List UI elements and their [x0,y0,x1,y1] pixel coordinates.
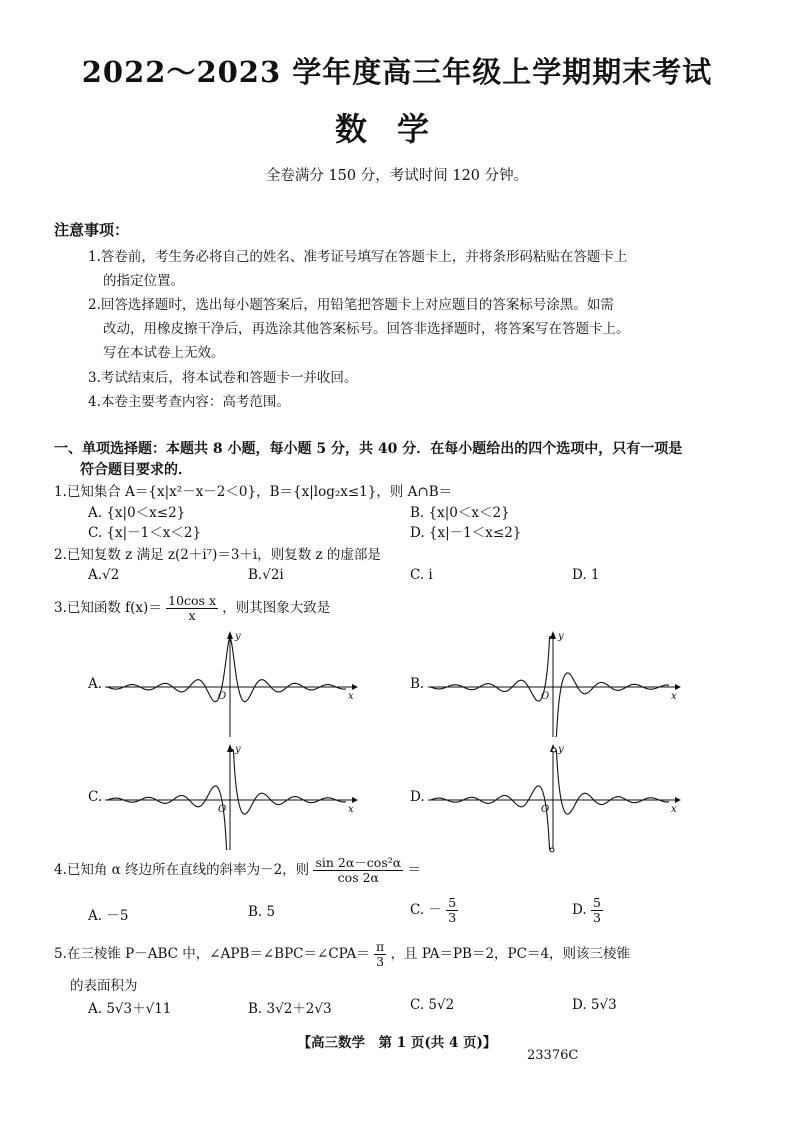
q2-option-b: B.√2i [248,567,284,583]
q4-option-c-frac [446,896,458,925]
q5-frac-den: 3 [376,954,385,969]
q4-option-b: B. 5 [248,904,276,920]
graph-a [105,627,360,737]
q1-stem: 1.已知集合 A＝{x|x²－x－2＜0}，B＝{x|log₂x≤1}，则 A∩B＝ [54,484,453,500]
exam-code: 23376C [527,1048,579,1063]
graph-b [428,627,683,737]
notice-line: 3.考试结束后，将本试卷和答题卡一并收回。 [88,370,358,386]
q4-stem [54,856,421,885]
q4-frac-num: sin 2α－cos²α [315,855,402,870]
q3-fraction [166,594,218,623]
q3-frac-num: 10cos x [168,593,216,608]
exam-title: 2022～2023 学年度高三年级上学期期末考试 [81,55,713,89]
q1-option-a: A. {x|0＜x≤2} [88,505,186,521]
q4-option-c-pre: C. － [410,902,442,918]
q4-stem-pre: 4.已知角 α 终边所在直线的斜率为－2，则 [54,862,310,878]
notice-line: 写在本试卷上无效。 [103,345,225,361]
q4-c-den: 3 [448,910,457,925]
q4-option-a: A. －5 [88,908,129,924]
q5-stem [54,940,630,969]
section-heading: 一、单项选择题：本题共 8 小题，每小题 5 分，共 40 分．在每小题给出的四个选项中，只有一项是 [54,441,683,457]
curve-endpoint-bottom [550,848,554,852]
graph-c [105,740,360,850]
q3-frac-den: x [188,608,196,623]
q1-option-c: C. {x|－1＜x＜2} [88,525,202,541]
subject-title: 数学 [334,110,459,148]
notice-line: 1.答卷前，考生务必将自己的姓名、准考证号填写在答题卡上，并将条形码粘贴在答题卡上 [88,249,628,265]
q3-stem-pre: 3.已知函数 f(x)＝ [54,600,162,616]
notice-line: 的指定位置。 [103,273,184,289]
origin-label: O [541,691,550,702]
q1-option-d: D. {x|－1＜x≤2} [410,525,522,541]
q2-stem: 2.已知复数 z 满足 z(2＋i⁷)＝3＋i，则复数 z 的虚部是 [54,547,381,563]
q4-c-num: 5 [448,895,457,910]
origin-label: O [541,804,550,815]
q4-d-num: 5 [592,895,601,910]
function-curve [107,639,346,702]
exam-info: 全卷满分 150 分，考试时间 120 分钟。 [265,168,529,184]
curve-endpoint-top [552,748,556,752]
y-axis-label: y [558,631,564,642]
notice-line: 改动，用橡皮擦干净后，再选涂其他答案标号。回答非选择题时，将答案写在答题卡上。 [103,321,630,337]
q3-label-d: D. [410,789,425,805]
q2-option-a: A.√2 [88,567,120,583]
origin-label: O [218,804,227,815]
notice-line: 2.回答选择题时，选出每小题答案后，用铅笔把答题卡上对应题目的答案标号涂黑。如需 [88,297,614,313]
q3-label-a: A. [88,676,103,692]
y-axis-label: y [558,744,564,755]
page-footer: 【高三数学 第 1 页(共 4 页)】 [297,1035,497,1051]
x-axis-label: x [348,691,354,702]
x-axis-label: x [671,691,677,702]
x-axis-label: x [671,804,677,815]
q4-option-d-frac [591,896,603,925]
x-axis-arrow [352,684,358,690]
origin-label: O [218,691,227,702]
notice-line: 4.本卷主要考查内容：高考范围。 [88,394,290,410]
q5-stem-pre: 5.在三棱锥 P－ABC 中，∠APB＝∠BPC＝∠CPA＝ [54,946,370,962]
q3-label-b: B. [410,676,425,692]
q2-option-c: C. i [410,567,433,583]
q5-option-a: A. 5√3＋√11 [88,1001,172,1017]
q5-stem-post: ，且 PA＝PB＝2，PC＝4，则该三棱锥 [390,946,631,962]
y-axis-label: y [235,744,241,755]
q3-label-c: C. [88,789,103,805]
x-axis-arrow [352,797,358,803]
q5-stem-line2: 的表面积为 [70,978,138,994]
notice-title: 注意事项： [54,221,130,239]
y-axis-arrow [550,631,556,639]
q3-stem-post: ，则其图象大致是 [222,600,331,616]
q4-frac-den: cos 2α [337,870,379,885]
q4-fraction [313,856,403,885]
y-axis-label: y [235,631,241,642]
q5-option-d: D. 5√3 [572,997,617,1013]
x-axis-label: x [348,804,354,815]
section-heading-cont: 符合题目要求的． [80,462,192,478]
graph-d [428,740,683,855]
q1-option-b: B. {x|0＜x＜2} [410,505,510,521]
q5-fraction [374,940,386,969]
q4-stem-post: ＝ [407,862,421,878]
y-axis-arrow [227,744,233,752]
q4-option-d-pre: D. [572,902,587,918]
q5-frac-num: π [376,939,385,954]
q5-option-c: C. 5√2 [410,997,455,1013]
x-axis-arrow [675,684,681,690]
x-axis-arrow [675,797,681,803]
q2-option-d: D. 1 [572,567,600,583]
q4-d-den: 3 [592,910,601,925]
q5-option-b: B. 3√2＋2√3 [248,1001,332,1017]
q4-option-d [572,896,603,925]
q3-stem [54,594,330,623]
q4-option-c [410,896,458,925]
